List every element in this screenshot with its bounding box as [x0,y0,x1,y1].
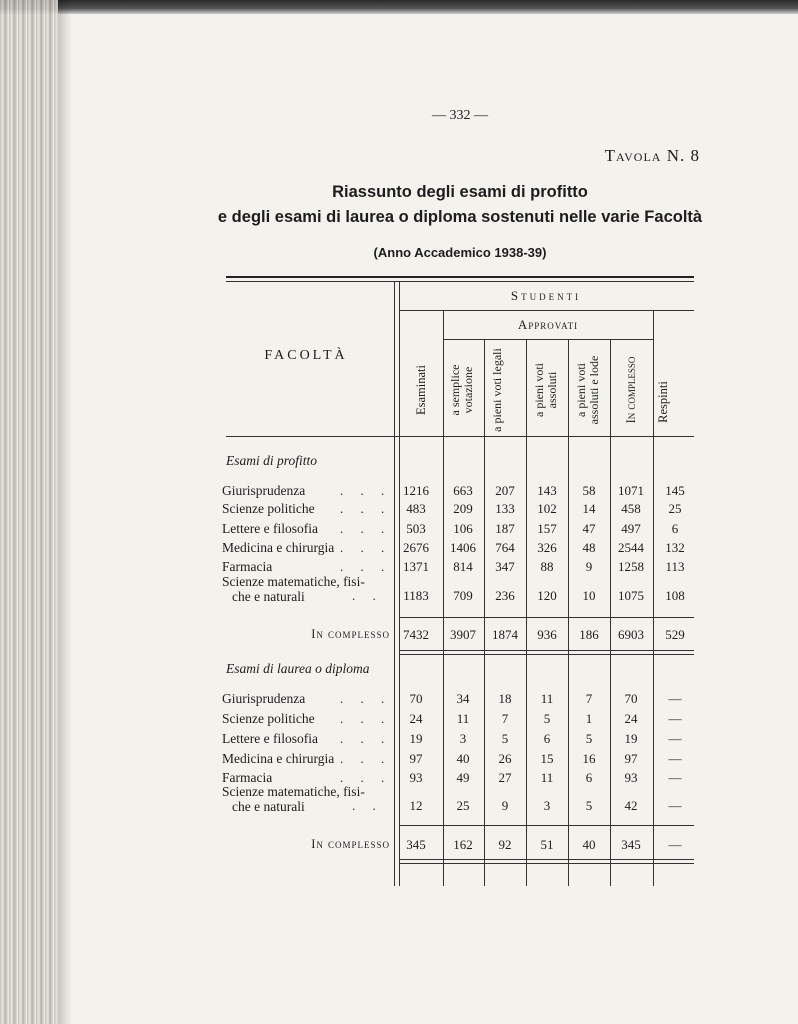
leader-dots: . . . [340,691,392,706]
row-label-line-1: Scienze matematiche, fisi- [222,574,365,589]
leader-dots: . . . [340,521,392,536]
table-cell: 1071 [618,483,644,498]
row-label: Scienze politiche [222,711,315,726]
leader-dots: . . . [340,711,392,726]
label-column-rule-b [399,281,400,886]
col-header-semplice: a semplice votazione [448,364,475,416]
col-header-esaminati: Esaminati [414,365,428,415]
table-cell: 48 [582,540,596,555]
table-cell: 18 [498,691,512,706]
total-cell: 40 [582,837,596,852]
table-cell: — [668,691,682,706]
table-cell: 458 [621,501,641,516]
total1-bottom-rule-b [400,654,694,655]
row-label: Farmacia [222,770,273,785]
academic-year: (Anno Accademico 1938-39) [373,245,547,260]
total-cell: 529 [665,627,685,642]
table-cell: 93 [624,770,638,785]
table-cell: 1371 [403,559,429,574]
table-cell: 1258 [618,559,644,574]
row-label-line-2: che e naturali [232,799,305,814]
table-cell: 1075 [618,588,644,603]
table-cell: 5 [585,798,593,813]
table-cell: 814 [453,559,473,574]
table-cell: 6 [543,731,551,746]
scan-top-edge [0,0,798,14]
table-cell: 663 [453,483,473,498]
table-top-rule [226,276,694,278]
table-cell: 42 [624,798,638,813]
table-cell: 58 [582,483,596,498]
table-cell: 5 [585,731,593,746]
table-cell: 2676 [403,540,429,555]
table-cell: 97 [409,751,423,766]
table-cell: 25 [456,798,470,813]
table-cell: 1406 [450,540,476,555]
table-cell: 14 [582,501,596,516]
table-cell: 97 [624,751,638,766]
table-cell: — [668,711,682,726]
table-cell: 133 [495,501,515,516]
table-cell: 497 [621,521,641,536]
table-cell: 187 [495,521,515,536]
header-bottom-rule [226,436,694,437]
page-title-line-2: e degli esami di laurea o diploma sostenuti nelle varie Facoltà [217,208,703,226]
row-label-line-2: che e naturali [232,589,305,604]
approvati-header: Approvati [517,317,579,332]
total-cell: 345 [621,837,641,852]
table-cell: — [668,731,682,746]
table-cell: 9 [585,559,593,574]
table-cell: 347 [495,559,515,574]
leader-dots: . . . [340,483,392,498]
table-cell: 47 [582,521,596,536]
row-label: Farmacia [222,559,273,574]
total-cell: 936 [537,627,557,642]
table-cell: — [668,751,682,766]
leader-dots: . . . [340,731,392,746]
row-label: Medicina e chirurgia [222,540,335,555]
col-header-pieni-lode: a pieni voti assoluti e lode [574,355,601,425]
table-cell: 5 [501,731,509,746]
table-cell: 6 [671,521,679,536]
table-cell: 11 [540,691,554,706]
total-cell: 51 [540,837,554,852]
table-cell: 70 [624,691,638,706]
table-cell: 7 [585,691,593,706]
total1-bottom-rule-a [400,650,694,651]
page-title-line-1: Riassunto degli esami di profitto [332,183,588,201]
table-cell: 25 [668,501,682,516]
table-cell: 102 [537,501,557,516]
table-cell: 207 [495,483,515,498]
table-cell: 764 [495,540,515,555]
leader-dots: . . [352,798,383,813]
table-cell: 145 [665,483,685,498]
table-cell: 40 [456,751,470,766]
leader-dots: . . . [340,559,392,574]
table-cell: 12 [409,798,423,813]
total-label: In complesso [311,627,390,641]
facolta-header: FACOLTÀ [264,348,348,363]
table-cell: 503 [406,521,426,536]
row-label: Lettere e filosofia [222,521,318,536]
table-cell: 9 [501,798,509,813]
table-cell: 49 [456,770,470,785]
total-cell: 162 [453,837,473,852]
table-top-rule-thin [226,281,694,282]
label-column-rule-a [394,281,395,886]
table-cell: 709 [453,588,473,603]
table-cell: — [668,798,682,813]
table-cell: — [668,770,682,785]
col-header-pieni-legali: a pieni voti legali [490,348,504,432]
table-cell: 106 [453,521,473,536]
table-cell: 11 [456,711,470,726]
table-cell: 157 [537,521,557,536]
total-cell: 186 [579,627,599,642]
studenti-rule [400,310,694,311]
total-label: In complesso [311,837,390,851]
table-cell: 6 [585,770,593,785]
table-cell: 132 [665,540,685,555]
row-label: Giurisprudenza [222,483,306,498]
page-number: — 332 — [432,108,488,123]
table-cell: 26 [498,751,512,766]
row-label-line-1: Scienze matematiche, fisi- [222,784,365,799]
table-cell: 19 [624,731,638,746]
binding-shadow [58,0,72,1024]
leader-dots: . . . [340,770,392,785]
section-title: Esami di profitto [226,453,318,468]
table-cell: 1 [585,711,593,726]
leader-dots: . . . [340,501,392,516]
table-cell: 19 [409,731,423,746]
table-cell: 3 [543,798,551,813]
table-cell: 34 [456,691,470,706]
total-cell: 345 [406,837,426,852]
table-cell: 108 [665,588,685,603]
table-cell: 3 [459,731,467,746]
total-cell: — [668,837,682,852]
total2-bottom-rule-b [400,863,694,864]
table-cell: 7 [501,711,509,726]
book-binding [0,0,58,1024]
studenti-header: Studenti [510,288,582,303]
total-cell: 92 [498,837,512,852]
table-cell: 236 [495,588,515,603]
table-cell: 24 [409,711,423,726]
table-cell: 24 [624,711,638,726]
table-cell: 120 [537,588,557,603]
table-cell: 5 [543,711,551,726]
table-cell: 326 [537,540,557,555]
col-header-in-complesso: In complesso [624,356,638,424]
leader-dots: . . . [340,540,392,555]
approvati-rule [443,339,653,340]
table-number: Tavola N. 8 [604,146,700,165]
total-cell: 6903 [618,627,644,642]
table-cell: 2544 [618,540,644,555]
table-cell: 143 [537,483,557,498]
total-cell: 7432 [403,627,429,642]
row-label: Scienze politiche [222,501,315,516]
leader-dots: . . [352,588,383,603]
total-cell: 1874 [492,627,518,642]
table-cell: 113 [665,559,685,574]
section-title: Esami di laurea o diploma [226,661,370,676]
table-cell: 93 [409,770,423,785]
table-cell: 27 [498,770,512,785]
table-cell: 15 [540,751,554,766]
total1-top-rule [400,617,694,618]
leader-dots: . . . [340,751,392,766]
table-cell: 1216 [403,483,429,498]
total2-top-rule [400,825,694,826]
table-cell: 10 [582,588,596,603]
table-cell: 11 [540,770,554,785]
row-label: Lettere e filosofia [222,731,318,746]
row-label: Medicina e chirurgia [222,751,335,766]
table-cell: 88 [540,559,554,574]
total2-bottom-rule-a [400,859,694,860]
table-cell: 16 [582,751,596,766]
col-header-respinti: Respinti [656,381,670,423]
table-cell: 209 [453,501,473,516]
col-header-pieni-assoluti: a pieni voti assoluti [532,363,559,417]
table-cell: 1183 [403,588,429,603]
total-cell: 3907 [450,627,476,642]
table-cell: 483 [406,501,426,516]
table-cell: 70 [409,691,423,706]
row-label: Giurisprudenza [222,691,306,706]
